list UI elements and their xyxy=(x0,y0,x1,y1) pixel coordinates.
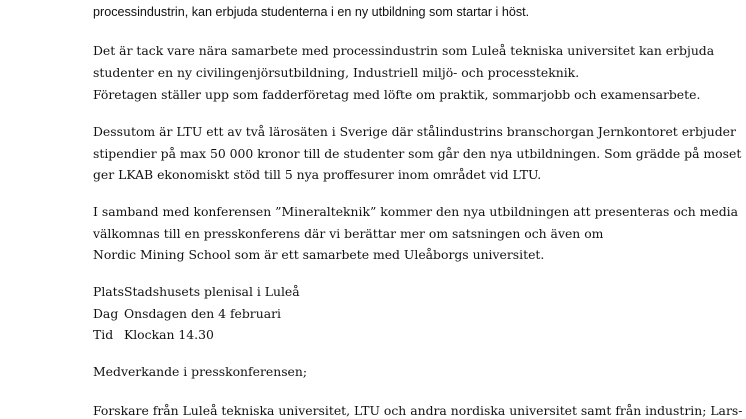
participants-heading: Medverkande i presskonferensen; xyxy=(93,364,308,379)
paragraph-2-line-3: ger LKAB ekonomiskt stöd till 5 nya proffesurer inom området vid LTU. xyxy=(93,167,542,182)
paragraph-2-line-2: stipendier på max 50 000 kronor till de studenter som går den nya utbildningen. Som grädde på moset xyxy=(93,146,742,161)
detail-label-place: Plats xyxy=(93,284,125,299)
paragraph-3-line-1: I samband med konferensen ”Mineralteknik” kommer den nya utbildningen att presenteras och media xyxy=(93,204,739,219)
paragraph-3-line-3: Nordic Mining School som är ett samarbete med Uleåborgs universitet. xyxy=(93,247,545,262)
paragraph-1-line-1: Det är tack vare nära samarbete med processindustrin som Luleå tekniska universitet kan erbjuda xyxy=(93,43,715,58)
detail-label-day: Dag xyxy=(93,306,119,321)
detail-label-time: Tid xyxy=(93,327,114,342)
lead-line: processindustrin, kan erbjuda studenterna i en ny utbildning som startar i höst. xyxy=(93,5,530,19)
detail-row-day xyxy=(93,306,281,321)
detail-value-day: Onsdagen den 4 februari xyxy=(123,306,281,321)
detail-row-time xyxy=(93,327,214,342)
paragraph-3-line-2: välkomnas till en presskonferens där vi berättar mer om satsningen och även om xyxy=(93,226,604,241)
paragraph-1-line-2: studenter en ny civilingenjörsutbildning, Industriell miljö- och processteknik. xyxy=(93,65,580,80)
paragraph-2-line-1: Dessutom är LTU ett av två lärosäten i Sverige där stålindustrins branschorgan Jernkontoret erbjuder xyxy=(93,124,736,139)
paragraph-1-line-3: Företagen ställer upp som fadderföretag med löfte om praktik, sommarjobb och examensarbete. xyxy=(93,87,701,102)
detail-value-time: Klockan 14.30 xyxy=(123,327,214,342)
detail-value-place: Stadshusets plenisal i Luleå xyxy=(123,284,300,299)
detail-row-place xyxy=(93,284,300,299)
participants-line-partial: Forskare från Luleå tekniska universitet, LTU och andra nordiska universitet samt från industrin; Lars- xyxy=(93,403,743,418)
